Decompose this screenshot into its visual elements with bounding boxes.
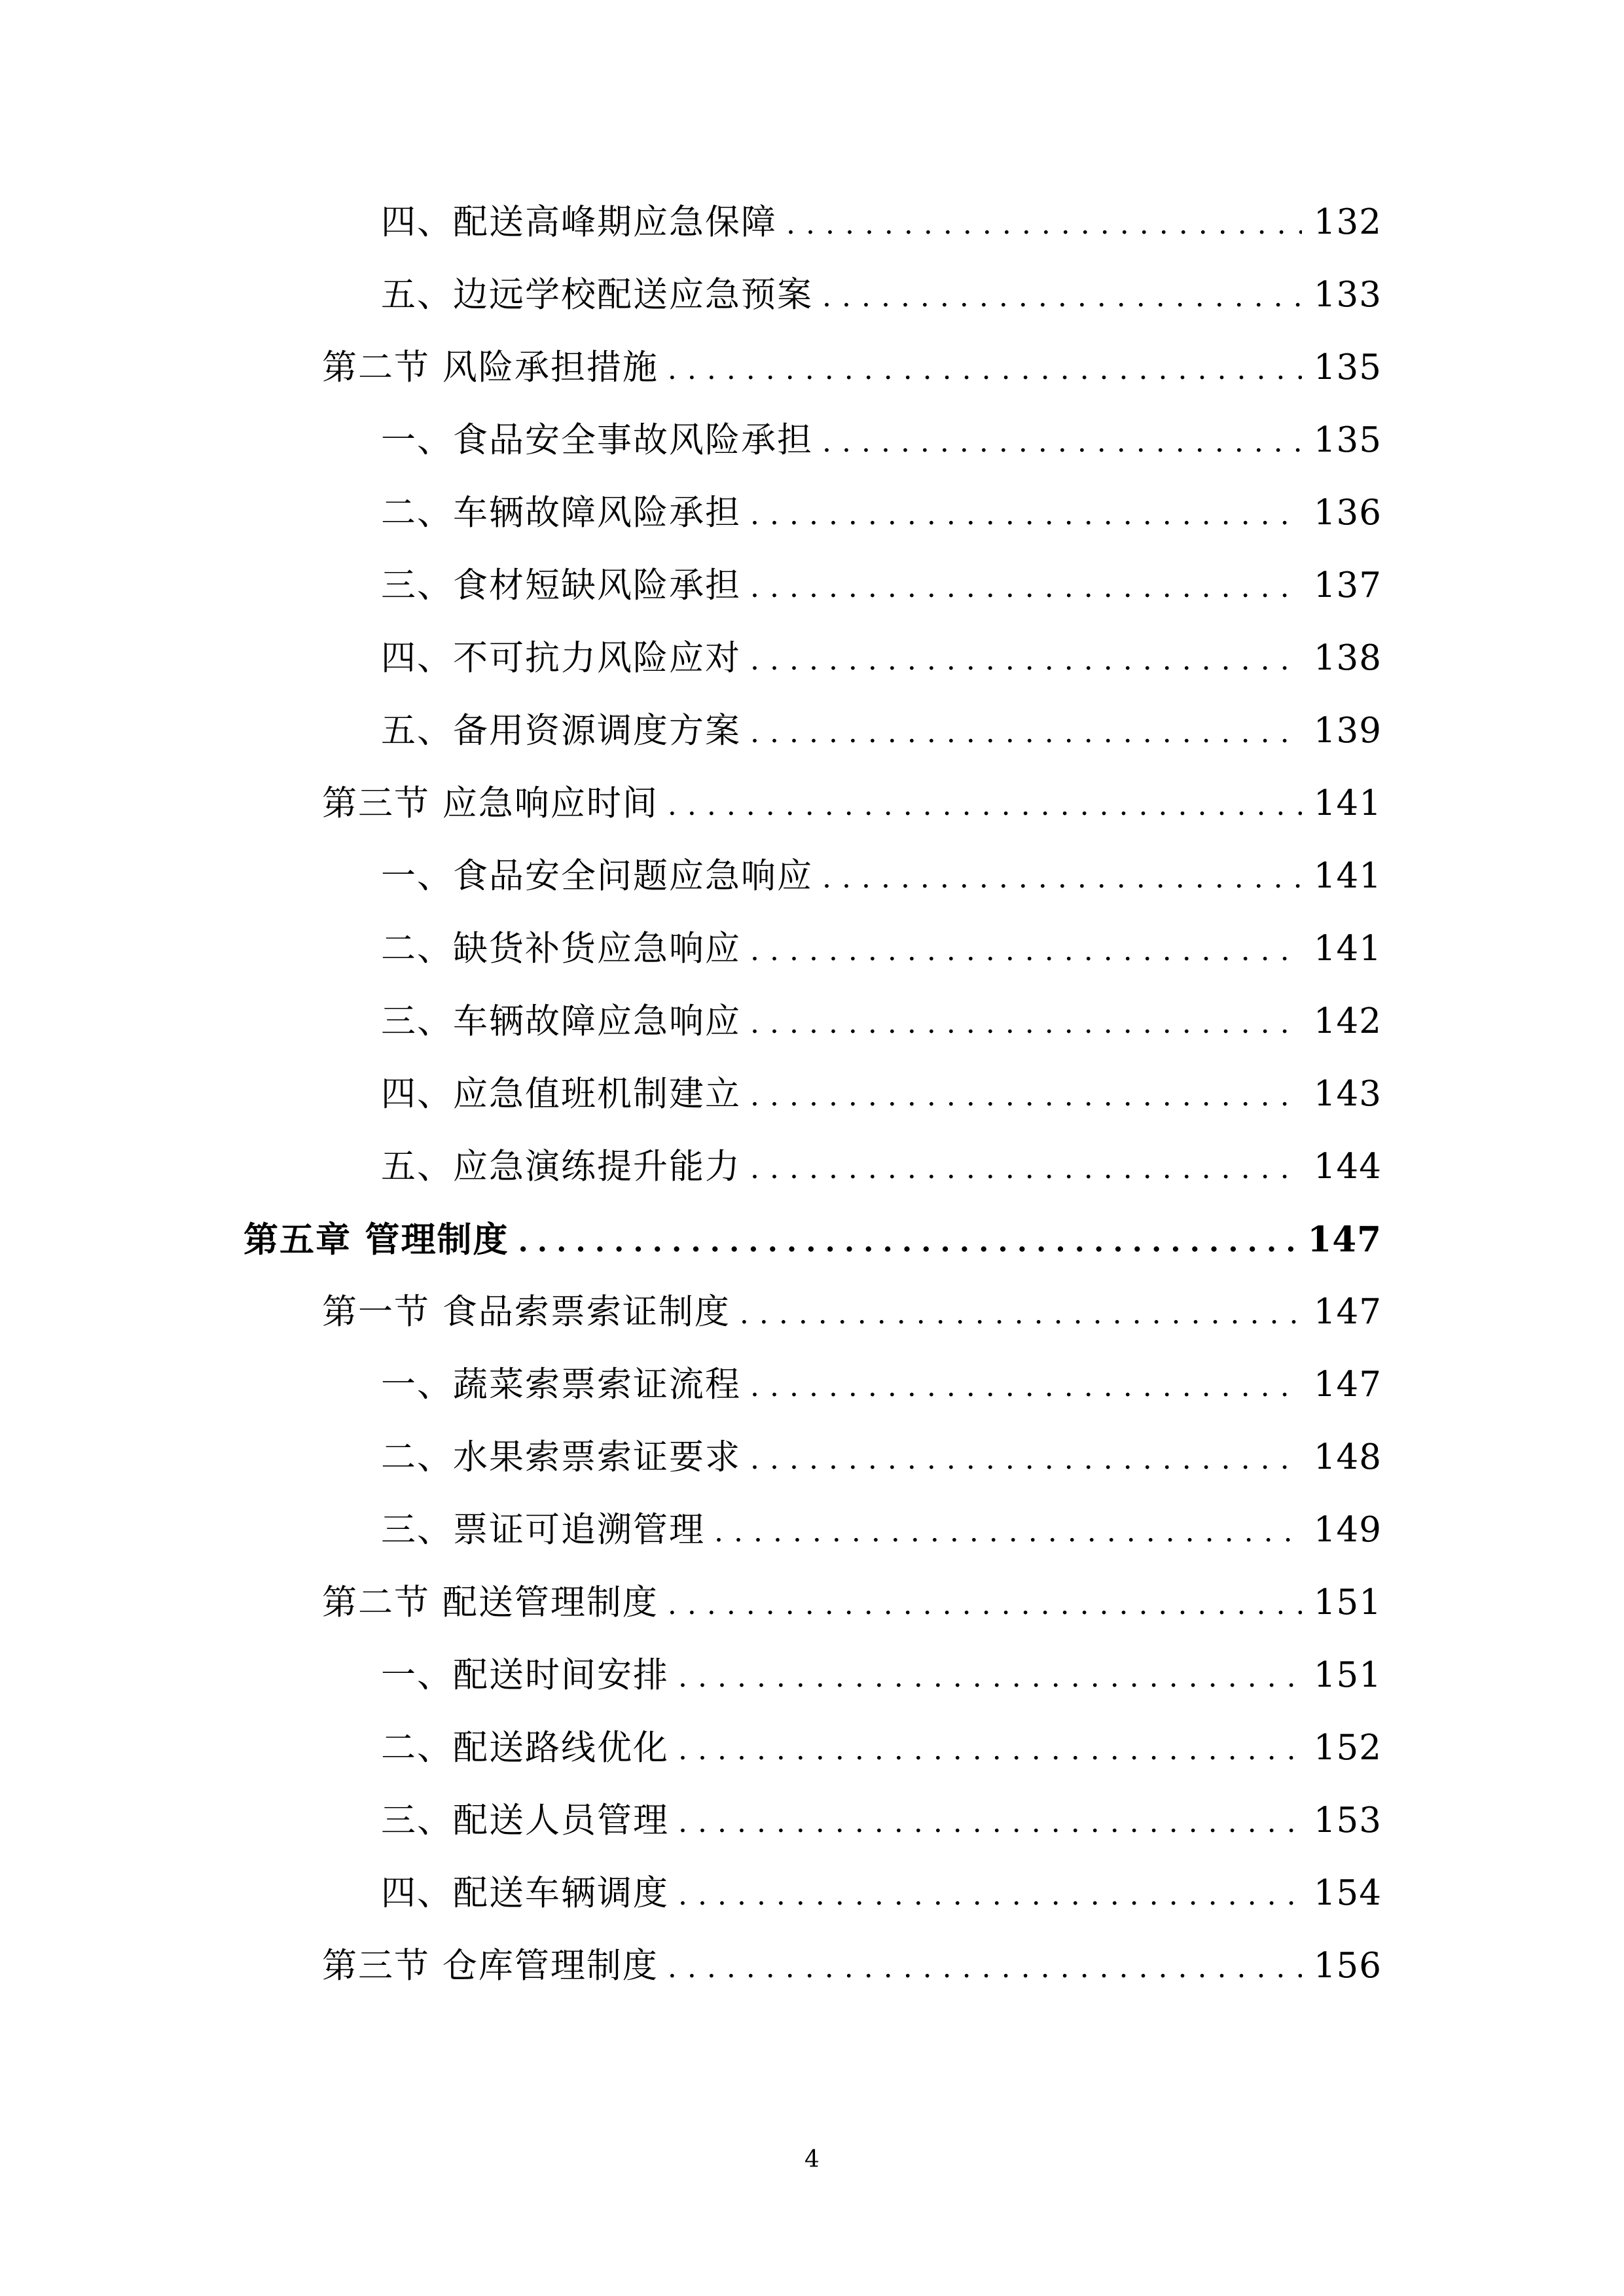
toc-leader-dots — [750, 700, 1302, 766]
toc-entry-title: 二、缺货补货应急响应 — [381, 929, 741, 969]
toc-leader-dots — [750, 1136, 1302, 1202]
toc-entry-page: 138 — [1313, 638, 1382, 678]
toc-entry-page: 153 — [1313, 1801, 1382, 1840]
toc-leader-dots — [668, 1572, 1302, 1638]
toc-entry[interactable] — [322, 335, 1382, 401]
toc-entry-page: 142 — [1313, 1001, 1382, 1041]
toc-entry[interactable] — [322, 1570, 1382, 1636]
toc-entry[interactable] — [381, 1498, 1382, 1563]
toc-entry-title: 一、蔬菜索票索证流程 — [381, 1365, 741, 1405]
toc-entry-title: 五、备用资源调度方案 — [381, 711, 741, 751]
toc-entry[interactable] — [381, 989, 1382, 1054]
toc-leader-dots — [750, 1427, 1302, 1492]
toc-entry-title: 第五章 管理制度 — [244, 1219, 509, 1260]
toc-leader-dots — [750, 555, 1302, 620]
toc-entry-title: 第三节 应急响应时间 — [322, 783, 659, 823]
toc-entry-title: 四、应急值班机制建立 — [381, 1074, 741, 1114]
toc-leader-dots — [750, 918, 1302, 984]
toc-entry-page: 151 — [1313, 1583, 1382, 1623]
toc-entry[interactable] — [381, 698, 1382, 764]
toc-entry[interactable] — [381, 1643, 1382, 1708]
toc-leader-dots — [714, 1499, 1302, 1565]
toc-entry[interactable] — [381, 916, 1382, 982]
toc-leader-dots — [678, 1863, 1302, 1928]
toc-entry[interactable] — [381, 1134, 1382, 1200]
toc-entry-title: 二、车辆故障风险承担 — [381, 493, 741, 533]
toc-entry-page: 136 — [1313, 493, 1382, 533]
toc-entry-title: 第三节 仓库管理制度 — [322, 1946, 659, 1986]
toc-entry[interactable] — [381, 626, 1382, 691]
toc-entry[interactable] — [381, 1352, 1382, 1418]
toc-entry[interactable] — [322, 1280, 1382, 1345]
toc-entry-title: 一、食品安全事故风险承担 — [381, 420, 813, 460]
toc-entry[interactable] — [381, 1062, 1382, 1127]
toc-entry-page: 148 — [1313, 1437, 1382, 1477]
toc-entry[interactable] — [381, 1861, 1382, 1926]
toc-leader-dots — [750, 1064, 1302, 1129]
toc-entry-page: 147 — [1307, 1219, 1382, 1260]
toc-entry-page: 152 — [1313, 1728, 1382, 1768]
toc-entry-page: 132 — [1313, 202, 1382, 242]
toc-entry-page: 141 — [1313, 856, 1382, 896]
toc-entry-page: 141 — [1313, 929, 1382, 969]
toc-entry-page: 151 — [1313, 1655, 1382, 1695]
toc-entry-title: 第二节 风险承担措施 — [322, 348, 659, 387]
toc-entry[interactable] — [381, 1715, 1382, 1781]
toc-entry-title: 五、应急演练提升能力 — [381, 1147, 741, 1187]
toc-entry-page: 139 — [1313, 711, 1382, 751]
toc-entry-title: 四、配送高峰期应急保障 — [381, 202, 777, 242]
toc-entry-page: 135 — [1313, 348, 1382, 387]
toc-leader-dots — [668, 773, 1302, 838]
toc-entry-page: 156 — [1313, 1946, 1382, 1986]
toc-leader-dots — [750, 991, 1302, 1056]
toc-leader-dots — [668, 1935, 1302, 2001]
toc-leader-dots — [678, 1790, 1302, 1856]
toc-entry-title: 三、食材短缺风险承担 — [381, 565, 741, 605]
toc-leader-dots — [518, 1210, 1299, 1275]
toc-entry-page: 147 — [1313, 1365, 1382, 1405]
toc-entry-title: 一、配送时间安排 — [381, 1655, 669, 1695]
toc-entry-page: 144 — [1313, 1147, 1382, 1187]
toc-entry-page: 141 — [1313, 783, 1382, 823]
toc-entry-title: 三、票证可追溯管理 — [381, 1510, 705, 1550]
toc-entry[interactable] — [322, 1933, 1382, 1999]
toc-entry-page: 137 — [1313, 565, 1382, 605]
toc-leader-dots — [750, 1354, 1302, 1420]
toc-entry-page: 149 — [1313, 1510, 1382, 1550]
toc-entry-title: 第一节 食品索票索证制度 — [322, 1292, 731, 1332]
toc-entry-chapter[interactable] — [244, 1207, 1382, 1272]
toc-entry-page: 133 — [1313, 275, 1382, 315]
toc-entry[interactable] — [381, 408, 1382, 473]
toc-entry-title: 三、配送人员管理 — [381, 1801, 669, 1840]
toc-entry-title: 四、不可抗力风险应对 — [381, 638, 741, 678]
toc-entry-title: 四、配送车辆调度 — [381, 1873, 669, 1913]
toc-entry-page: 154 — [1313, 1873, 1382, 1913]
toc-entry-title: 第二节 配送管理制度 — [322, 1583, 659, 1623]
toc-entry[interactable] — [322, 771, 1382, 836]
toc-entry-title: 五、边远学校配送应急预案 — [381, 275, 813, 315]
toc-leader-dots — [822, 846, 1302, 911]
toc-leader-dots — [786, 192, 1302, 257]
toc-entry-page: 147 — [1313, 1292, 1382, 1332]
toc-entry[interactable] — [381, 480, 1382, 546]
toc-entry[interactable] — [381, 1425, 1382, 1490]
toc-leader-dots — [678, 1717, 1302, 1783]
toc-entry[interactable] — [381, 1788, 1382, 1854]
toc-entry[interactable] — [381, 190, 1382, 255]
page-number: 4 — [804, 2146, 820, 2173]
toc-leader-dots — [750, 628, 1302, 693]
toc-leader-dots — [678, 1645, 1302, 1710]
toc-leader-dots — [822, 264, 1302, 330]
toc-leader-dots — [750, 482, 1302, 548]
toc-entry[interactable] — [381, 844, 1382, 909]
toc-entry-title: 一、食品安全问题应急响应 — [381, 856, 813, 896]
toc-entry[interactable] — [381, 553, 1382, 619]
toc-entry[interactable] — [381, 262, 1382, 328]
toc-leader-dots — [740, 1282, 1302, 1347]
toc-leader-dots — [822, 410, 1302, 475]
toc-entry-title: 二、水果索票索证要求 — [381, 1437, 741, 1477]
toc-entry-title: 三、车辆故障应急响应 — [381, 1001, 741, 1041]
toc-entry-page: 135 — [1313, 420, 1382, 460]
toc-entry-title: 二、配送路线优化 — [381, 1728, 669, 1768]
toc-entry-page: 143 — [1313, 1074, 1382, 1114]
toc-leader-dots — [668, 337, 1302, 403]
